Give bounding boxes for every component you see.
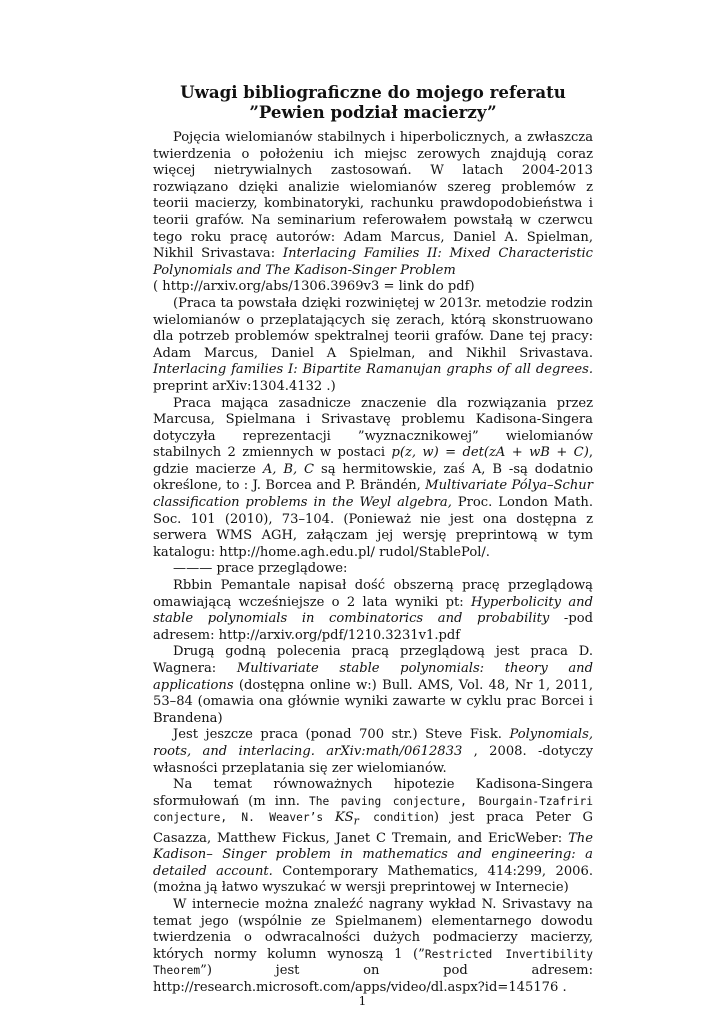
paragraph-pemantle: Rbbin Pemantale napisał dość obszerną pracę przeglądową omawiającą wcześniejsze o 2 lata wyniki pt: Hyperbolicity and stable polynomials in combinatorics and probability -pod adresem: http://arxiv.org/pdf/1210.3231v1.pdf [153,578,593,643]
paper-title: Polynomials, roots, and interlacing. arXiv:math/0612833 [153,727,593,759]
paper-title: Interlacing families I: Bipartite Ramanujan graphs of all degrees. [153,362,593,378]
paper-title: Hyperbolicity and stable polynomials in combinatorics and probability [153,594,593,627]
ks-symbol: $KS_r$ [334,810,359,828]
theorem-name: Restricted Invertibility Theorem [153,947,594,978]
paper-title: Multivariate Pólya–Schur classification problems in the Weyl algebra, [153,478,593,511]
paragraph-fisk: Jest jeszcze praca (ponad 700 str.) Steve Fisk. Polynomials, roots, and interlacing. arXiv:math/0612833 , 2008. -dotyczy własności przeplatania się zer wielomianów. [153,727,593,776]
matrices-symbols: A, B, C [262,461,315,477]
paragraph-wagner: Drugą godną polecenia pracą przeglądową jest praca D. Wagnera: Multivariate stable polynomials: theory and applications (dostępna online w:) Bull. AMS, Vol. 48, Nr 1, 2011, 53–84 (omawia ona głównie wyniki zawarte w cyklu prac Borcei i Brandena) [153,644,593,726]
page-number: 1 [358,994,367,1008]
paragraph-interlacing-families: (Praca ta powstała dzięki rozwiniętej w 2013r. metodzie rodzin wielomianów o przeplatających się zerach, którą skonstruowano dla potrzeb problemów spektralnej teorii grafów. Dane tej pracy: Adam Marcus, Daniel A Spielman, and Nikhil Srivastava. Interlacing families I: Bipartite Ramanujan graphs of all degrees. preprint arXiv:1304.4132 .) [153,295,593,394]
paper-title: Multivariate stable polynomials: theory and applications [153,661,593,693]
document-page [153,82,593,996]
condition-label: condition [358,811,434,825]
paper-title: The Kadison– Singer problem in mathematics and engineering: a detailed account. [153,830,593,879]
determinant-formula: p(z, w) = det(zA + wB + C) [391,445,589,461]
paragraph-intro: Pojęcia wielomianów stabilnych i hiperbolicznych, a zwłaszcza twierdzenia o położeniu ich miejsc zerowych znajdują coraz więcej nietrywialnych zastosowań. W latach 2004-2013 rozwiązano dzięki analizie wielomianów szereg problemów z teorii macierzy, kombinatoryki, rachunku prawdopodobieństwa i teorii grafów. Na seminarium referowałem powstałą w czerwcu tego roku pracę autorów: Adam Marcus, Daniel A. Spielman, Nikhil Srivastava: Interlacing Families II: Mixed Characteristic Polynomials and The Kadison-Singer Problem [153,130,593,278]
page-title: Uwagi bibliograficzne do mojego referatu ”Pewien podział macierzy” [180,82,566,122]
arxiv-link[interactable]: ( http://arxiv.org/abs/1306.3969v3 = link do pdf) [153,279,475,295]
conjecture-names: The paving conjecture, Bourgain-Tzafriri conjecture, N. Weaver’s [153,794,593,825]
paragraph-srivastava-lecture: W internecie można znaleźć nagrany wykład N. Srivastavy na temat jego (wspólnie ze Spielmanem) elementarnego dowodu twierdzenia o odwracalności dużych podmacierzy macierzy, których normy kolumn wynoszą 1 (”Restricted Invertibility Theorem”) jest on pod adresem: http://research.microsoft.com/apps/video/dl.aspx?id=145176 . [153,896,594,995]
paragraph-borcea-branden: Praca mająca zasadnicze znaczenie dla rozwiązania przez Marcusa, Spielmana i Srivastavę problemu Kadisona-Singera dotyczyła reprezentacji ”wyznacznikowej” wielomianów stabilnych 2 zmiennych w postaci p(z, w) = det(zA + wB + C), gdzie macierze A, B, C są hermitowskie, zaś A, B -są dodatnio określone, to : J. Borcea and P. Brändén, Multivariate Pólya–Schur classification problems in the Weyl algebra, Proc. London Math. Soc. 101 (2010), 73–104. (Ponieważ nie jest ona dostępna z serwera WMS AGH, załączam jej wersję preprintową w tym katalogu: http://home.agh.edu.pl/ rudol/StablePol/. [153,395,593,560]
paper-title: Interlacing Families II: Mixed Characteristic Polynomials and The Kadison-Singer Problem [153,246,593,278]
paragraph-casazza: Na temat równoważnych hipotezie Kadisona-Singera sformułowań (m inn. The paving conjecture, Bourgain-Tzafriri conjecture, N. Weaver’s $KS_r$ condition) jest praca Peter G Casazza, Matthew Fickus, Janet C Tremain, and EricWeber: The Kadison– Singer problem in mathematics and engineering: a detailed account. Contemporary Mathematics, 414:299, 2006. (można ją łatwo wyszukać w wersji preprintowej w Internecie) [153,777,594,896]
section-divider-surveys: ——— prace przeglądowe: [173,561,348,577]
